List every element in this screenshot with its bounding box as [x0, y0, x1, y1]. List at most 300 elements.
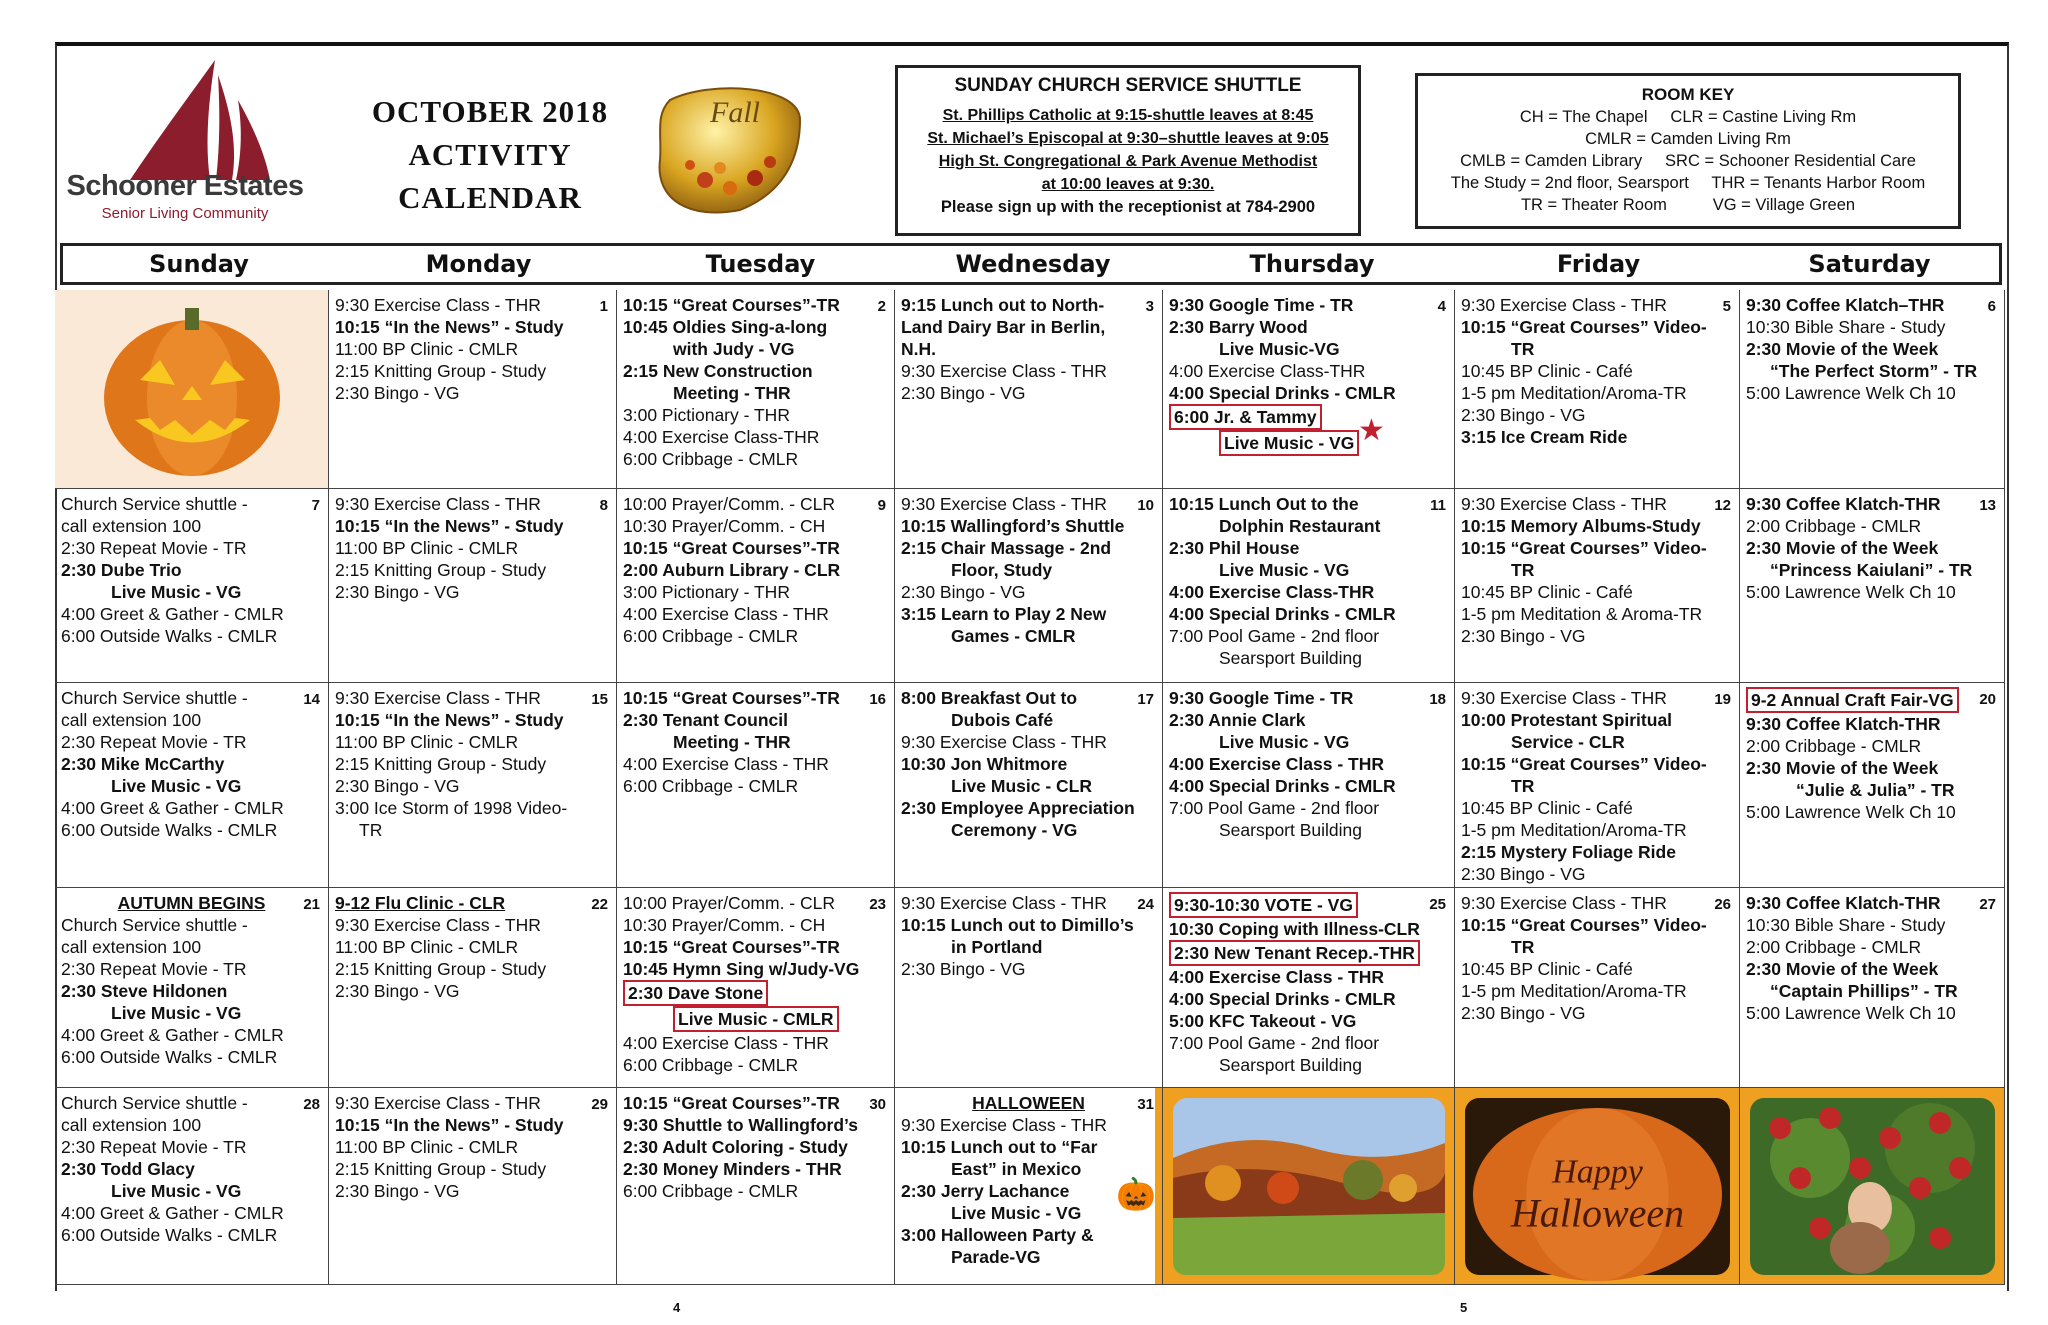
event-line: Ceremony - VG	[951, 820, 1078, 840]
room-key-line: The Study = 2nd floor, Searsport THR = Tenants Harbor Room	[1450, 174, 1926, 192]
event-line: 9:30 Exercise Class - THR	[1461, 688, 1667, 708]
event-line: 4:00 Greet & Gather - CMLR	[61, 1203, 284, 1223]
witch-pumpkin-icon: 🎃	[1116, 1176, 1156, 1212]
event-line: 7:00 Pool Game - 2nd floor	[1169, 626, 1380, 646]
day-number: 16	[869, 691, 886, 708]
event-line: 10:00 Prayer/Comm. - CLR	[623, 494, 836, 514]
event-line: 3:15 Learn to Play 2 New	[901, 604, 1107, 624]
event-line: 10:15 “Great Courses”-TR	[623, 688, 840, 708]
event-line: 10:15 “In the News” - Study	[335, 710, 564, 730]
day-number: 23	[869, 896, 886, 913]
event-line: Service - CLR	[1511, 732, 1625, 752]
logo-name: Schooner Estates	[66, 170, 304, 202]
event-line: in Portland	[951, 937, 1043, 957]
day-cell	[329, 683, 617, 888]
day-cell	[1455, 290, 1740, 489]
event-line: 11:00 BP Clinic - CMLR	[335, 732, 519, 752]
event-line: 2:30 Annie Clark	[1169, 710, 1306, 730]
event-line: 10:15 “Great Courses” Video-	[1461, 754, 1707, 774]
title-line-calendar: CALENDAR	[398, 180, 582, 215]
event-line: 9:30 Google Time - TR	[1169, 295, 1354, 315]
day-number: 11	[1430, 497, 1446, 514]
event-line: Live Music - VG	[951, 1203, 1082, 1223]
event-line: 10:30 Bible Share - Study	[1746, 915, 1946, 935]
event-line: TR	[359, 820, 383, 840]
event-line: Floor, Study	[951, 560, 1053, 580]
event-line	[623, 980, 888, 1006]
event-line: 10:15 “Great Courses” Video-	[1461, 538, 1707, 558]
day-cell	[1740, 489, 2005, 683]
weekday-friday: Friday	[1556, 250, 1641, 278]
highlighted-event: 2:30 New Tenant Recep.-THR	[1169, 940, 1420, 966]
event-line: Games - CMLR	[951, 626, 1076, 646]
event-line: 10:45 Hymn Sing w/Judy-VG	[623, 959, 860, 979]
event-line: 10:30 Prayer/Comm. - CH	[623, 915, 826, 935]
event-line: “Julie & Julia” - TR	[1796, 780, 1955, 800]
event-line: 11:00 BP Clinic - CMLR	[335, 339, 519, 359]
event-line: 4:00 Greet & Gather - CMLR	[61, 604, 284, 624]
event-line: 9:30 Google Time - TR	[1169, 688, 1354, 708]
event-line: 2:15 Knitting Group - Study	[335, 959, 547, 979]
event-line: 9-12 Flu Clinic - CLR	[335, 893, 506, 913]
event-line: 3:15 Ice Cream Ride	[1461, 427, 1628, 447]
event-line: 2:30 Bingo - VG	[901, 582, 1026, 602]
day-number: 24	[1137, 896, 1154, 913]
event-line: 2:15 Chair Massage - 2nd	[901, 538, 1112, 558]
event-line: 2:15 Knitting Group - Study	[335, 754, 547, 774]
day-cell	[895, 1088, 1163, 1285]
event-line: 2:00 Cribbage - CMLR	[1746, 937, 1922, 957]
fall-leaves-badge-icon	[650, 80, 810, 220]
room-key-line: TR = Theater Room VG = Village Green	[1520, 196, 1856, 214]
event-line: 9:30 Exercise Class - THR	[335, 494, 541, 514]
event-line: 9:30 Exercise Class - THR	[901, 494, 1107, 514]
event-line: 10:15 “In the News” - Study	[335, 1115, 564, 1135]
apple-picking-photo-icon	[1740, 1088, 2005, 1285]
day-number: 26	[1714, 896, 1731, 913]
event-line: 2:30 Barry Wood	[1169, 317, 1308, 337]
day-number: 28	[303, 1096, 320, 1113]
event-line: 2:30 Bingo - VG	[1461, 1003, 1586, 1023]
event-line: 1-5 pm Meditation/Aroma-TR	[1461, 383, 1687, 403]
day-number: 30	[869, 1096, 886, 1113]
event-line: 10:00 Prayer/Comm. - CLR	[623, 893, 836, 913]
event-line: 9:15 Lunch out to North-	[901, 295, 1105, 315]
event-line: 10:15 “Great Courses” Video-	[1461, 915, 1707, 935]
star-icon: ★	[1358, 414, 1385, 447]
event-line: 2:30 Repeat Movie - TR	[61, 538, 247, 558]
day-cell	[55, 1088, 329, 1285]
event-line: 2:30 Steve Hildonen	[61, 981, 228, 1001]
event-line: 5:00 Lawrence Welk Ch 10	[1746, 802, 1956, 822]
title-line-month: OCTOBER 2018	[371, 94, 609, 129]
highlighted-event: Live Music - VG	[1219, 430, 1359, 456]
day-cell	[1740, 683, 2005, 888]
day-number: 5	[1722, 298, 1731, 315]
event-line: 10:45 Oldies Sing-a-long	[623, 317, 828, 337]
weekday-tuesday: Tuesday	[705, 250, 816, 278]
day-number: 2	[877, 298, 886, 315]
event-line: 2:30 Money Minders - THR	[623, 1159, 842, 1179]
room-key-box	[1415, 73, 1961, 229]
event-line: 9:30 Exercise Class - THR	[901, 1115, 1107, 1135]
event-line: 9:30 Shuttle to Wallingford’s	[623, 1115, 858, 1135]
event-line: 2:00 Auburn Library - CLR	[623, 560, 841, 580]
day-number: 10	[1137, 497, 1154, 514]
day-number: 4	[1437, 298, 1446, 315]
event-line: Church Service shuttle -	[61, 688, 248, 708]
day-cell	[329, 489, 617, 683]
event-line: 9:30 Exercise Class - THR	[1461, 295, 1667, 315]
event-line: 2:30 Repeat Movie - TR	[61, 1137, 247, 1157]
event-line: 10:15 “Great Courses”-TR	[623, 1093, 840, 1113]
highlighted-event: 9-2 Annual Craft Fair-VG	[1746, 687, 1959, 713]
event-line: 4:00 Exercise Class-THR	[623, 427, 820, 447]
page-number-left: 4	[673, 1300, 681, 1315]
event-line: 4:00 Special Drinks - CMLR	[1169, 604, 1396, 624]
event-line: 2:30 Bingo - VG	[1461, 405, 1586, 425]
day-number: 29	[591, 1096, 608, 1113]
event-line: TR	[1511, 776, 1535, 796]
event-line: TR	[1511, 937, 1535, 957]
event-line: 9:30 Exercise Class - THR	[335, 295, 541, 315]
event-line: 3:00 Ice Storm of 1998 Video-	[335, 798, 568, 818]
calendar-grid	[55, 290, 2005, 1285]
event-line: call extension 100	[61, 710, 202, 730]
event-line: 6:00 Cribbage - CMLR	[623, 1181, 799, 1201]
event-line: Live Music-VG	[1219, 339, 1340, 359]
day-number: 31	[1137, 1096, 1154, 1113]
event-line: 10:15 “Great Courses” Video-	[1461, 317, 1707, 337]
day-cell	[895, 489, 1163, 683]
event-line: 6:00 Outside Walks - CMLR	[61, 820, 278, 840]
event-line: 4:00 Exercise Class-THR	[1169, 582, 1375, 602]
room-key-heading: ROOM KEY	[1641, 85, 1735, 104]
event-line: Church Service shuttle -	[61, 1093, 248, 1113]
weekday-saturday: Saturday	[1808, 250, 1931, 278]
halloween-text-line: Happy	[1552, 1153, 1643, 1191]
day-cell	[617, 489, 895, 683]
event-line: Dolphin Restaurant	[1219, 516, 1381, 536]
shuttle-heading: SUNDAY CHURCH SERVICE SHUTTLE	[954, 75, 1302, 96]
logo	[65, 55, 305, 225]
event-line: 11:00 BP Clinic - CMLR	[335, 538, 519, 558]
event-line: Church Service shuttle -	[61, 494, 248, 514]
event-line: 2:30 Dube Trio	[61, 560, 182, 580]
event-line: 9:30 Exercise Class - THR	[1461, 893, 1667, 913]
day-number: 12	[1714, 497, 1731, 514]
event-line: 9:30 Exercise Class - THR	[1461, 494, 1667, 514]
event-line	[1169, 940, 1448, 966]
event-line: call extension 100	[61, 1115, 202, 1135]
event-line: TR	[1511, 339, 1535, 359]
event-line: 2:30 Bingo - VG	[335, 981, 460, 1001]
event-line: 2:15 New Construction	[623, 361, 813, 381]
event-line: 2:30 Adult Coloring - Study	[623, 1137, 848, 1157]
event-line: Live Music - VG	[111, 582, 242, 602]
event-line: 2:30 Jerry Lachance	[901, 1181, 1070, 1201]
event-line: 10:15 “Great Courses”-TR	[623, 937, 840, 957]
shuttle-line: High St. Congregational & Park Avenue Methodist	[938, 153, 1318, 170]
event-line: 7:00 Pool Game - 2nd floor	[1169, 798, 1380, 818]
event-line: 4:00 Exercise Class - THR	[623, 604, 829, 624]
event-line: 10:30 Jon Whitmore	[901, 754, 1068, 774]
event-line: Live Music - VG	[111, 1003, 242, 1023]
day-number: 19	[1714, 691, 1731, 708]
weekday-wednesday: Wednesday	[955, 250, 1111, 278]
event-line: 2:00 Cribbage - CMLR	[1746, 516, 1922, 536]
halloween-text-line: Halloween	[1510, 1190, 1685, 1236]
event-line: 4:00 Exercise Class - THR	[623, 1033, 829, 1053]
day-number: 18	[1429, 691, 1446, 708]
day-number: 13	[1979, 497, 1996, 514]
event-line: 10:30 Prayer/Comm. - CH	[623, 516, 826, 536]
event-line: 5:00 Lawrence Welk Ch 10	[1746, 582, 1956, 602]
autumn-foliage-photo-icon	[1163, 1088, 1455, 1285]
event-line: 7:00 Pool Game - 2nd floor	[1169, 1033, 1380, 1053]
highlighted-event: 9:30-10:30 VOTE - VG	[1169, 892, 1358, 918]
day-cell	[1740, 1088, 2005, 1285]
day-cell	[1455, 683, 1740, 888]
sailboat-logo-icon	[120, 55, 290, 180]
event-line: 10:15 Lunch out to “Far	[901, 1137, 1098, 1157]
event-line: 2:30 Bingo - VG	[1461, 864, 1586, 884]
event-line: Live Music - VG	[1219, 732, 1350, 752]
event-line: 9:30 Exercise Class - THR	[335, 915, 541, 935]
event-line: 2:30 Todd Glacy	[61, 1159, 195, 1179]
day-cell	[329, 888, 617, 1088]
day-number: 27	[1979, 896, 1996, 913]
page-number-right: 5	[1460, 1300, 1468, 1315]
event-line: 10:15 “Great Courses”-TR	[623, 295, 840, 315]
event-line: 3:00 Halloween Party &	[901, 1225, 1094, 1245]
room-key-line: CMLR = Camden Living Rm	[1585, 130, 1791, 148]
title-line-activity: ACTIVITY	[408, 137, 572, 172]
church-shuttle-box	[895, 65, 1361, 236]
event-line: 2:15 Mystery Foliage Ride	[1461, 842, 1676, 862]
highlighted-event: 6:00 Jr. & Tammy	[1169, 404, 1322, 430]
event-line: Live Music - VG	[1219, 560, 1350, 580]
event-line: 6:00 Outside Walks - CMLR	[61, 626, 278, 646]
day-cell	[55, 683, 329, 888]
day-number: 21	[303, 896, 320, 913]
event-line: Searsport Building	[1219, 820, 1362, 840]
event-line: 11:00 BP Clinic - CMLR	[335, 937, 519, 957]
event-line: HALLOWEEN	[972, 1093, 1085, 1113]
event-line: 2:30 Bingo - VG	[335, 383, 460, 403]
happy-halloween-pumpkin-icon	[1455, 1088, 1740, 1285]
event-line: 4:00 Special Drinks - CMLR	[1169, 776, 1396, 796]
day-number: 17	[1137, 691, 1154, 708]
event-line: 10:15 “Great Courses”-TR	[623, 538, 840, 558]
day-cell	[329, 1088, 617, 1285]
shuttle-footer: Please sign up with the receptionist at 784-2900	[940, 198, 1316, 216]
event-line: with Judy - VG	[673, 339, 795, 359]
day-cell	[1740, 290, 2005, 489]
day-number: 6	[1987, 298, 1996, 315]
event-line: 4:00 Exercise Class-THR	[1169, 361, 1366, 381]
event-line: 4:00 Greet & Gather - CMLR	[61, 798, 284, 818]
event-line: 2:30 Movie of the Week	[1746, 959, 1939, 979]
event-line: Parade-VG	[951, 1247, 1041, 1267]
day-number: 20	[1979, 691, 1996, 708]
event-line: Live Music - VG	[111, 776, 242, 796]
day-cell	[617, 683, 895, 888]
day-cell	[1455, 888, 1740, 1088]
event-line: 10:30 Coping with Illness-CLR	[1169, 919, 1420, 939]
event-line: call extension 100	[61, 516, 202, 536]
room-key-line: CMLB = Camden Library SRC = Schooner Residential Care	[1460, 152, 1916, 170]
event-line: 2:30 Bingo - VG	[335, 582, 460, 602]
event-line: 10:45 BP Clinic - Café	[1461, 798, 1633, 818]
day-number: 3	[1145, 298, 1154, 315]
event-line: 9:30 Coffee Klatch-THR	[1746, 714, 1941, 734]
event-line: 10:15 Lunch Out to the	[1169, 494, 1359, 514]
event-line: 10:45 BP Clinic - Café	[1461, 959, 1633, 979]
jack-o-lantern-icon	[55, 290, 329, 489]
day-number: 14	[303, 691, 320, 708]
event-line: Live Music - VG	[111, 1181, 242, 1201]
event-line: 5:00 Lawrence Welk Ch 10	[1746, 383, 1956, 403]
event-line: 2:15 Knitting Group - Study	[335, 560, 547, 580]
shuttle-line: St. Phillips Catholic at 9:15-shuttle leaves at 8:45	[942, 107, 1314, 124]
event-line: 9:30 Coffee Klatch-THR	[1746, 494, 1941, 514]
room-key-line: CH = The Chapel CLR = Castine Living Rm	[1519, 108, 1857, 126]
event-line: 9:30 Exercise Class - THR	[901, 732, 1107, 752]
event-line: 1-5 pm Meditation/Aroma-TR	[1461, 820, 1687, 840]
event-line: 9:30 Exercise Class - THR	[901, 361, 1107, 381]
event-line: 10:00 Protestant Spiritual	[1461, 710, 1673, 730]
day-cell	[617, 1088, 895, 1285]
event-line: N.H.	[901, 339, 936, 359]
event-line: 6:00 Cribbage - CMLR	[623, 776, 799, 796]
weekday-thursday: Thursday	[1249, 250, 1375, 278]
day-number: 9	[877, 497, 886, 514]
highlighted-event: 2:30 Dave Stone	[623, 980, 768, 1006]
day-cell	[329, 290, 617, 489]
event-line: 11:00 BP Clinic - CMLR	[335, 1137, 519, 1157]
event-line: Meeting - THR	[673, 732, 791, 752]
event-line: 6:00 Outside Walks - CMLR	[61, 1225, 278, 1245]
day-number: 8	[599, 497, 608, 514]
day-number: 22	[591, 896, 608, 913]
event-line: 10:15 Memory Albums-Study	[1461, 516, 1701, 536]
event-line: 1-5 pm Meditation/Aroma-TR	[1461, 981, 1687, 1001]
event-line: 5:00 KFC Takeout - VG	[1169, 1011, 1357, 1031]
event-line	[623, 1006, 888, 1032]
event-line: 6:00 Cribbage - CMLR	[623, 626, 799, 646]
event-line: 2:30 Repeat Movie - TR	[61, 732, 247, 752]
event-line: 2:00 Cribbage - CMLR	[1746, 736, 1922, 756]
weekday-header-row	[60, 243, 2002, 285]
event-line: 10:15 “In the News” - Study	[335, 516, 564, 536]
day-cell	[895, 683, 1163, 888]
event-line: 4:00 Exercise Class - THR	[1169, 967, 1384, 987]
event-line: 2:30 Employee Appreciation	[901, 798, 1135, 818]
event-line: Dubois Café	[951, 710, 1054, 730]
shuttle-line: St. Michael’s Episcopal at 9:30–shuttle leaves at 9:05	[927, 130, 1329, 147]
day-cell	[1163, 290, 1455, 489]
event-line: TR	[1511, 560, 1535, 580]
event-line: 9:30 Coffee Klatch–THR	[1746, 295, 1945, 315]
event-line: 2:30 Movie of the Week	[1746, 339, 1939, 359]
event-line: 10:45 BP Clinic - Café	[1461, 582, 1633, 602]
event-line: 5:00 Lawrence Welk Ch 10	[1746, 1003, 1956, 1023]
event-line: “The Perfect Storm” - TR	[1770, 361, 1978, 381]
logo-tagline: Senior Living Community	[101, 205, 269, 222]
day-cell	[1455, 489, 1740, 683]
event-line: 2:15 Knitting Group - Study	[335, 361, 547, 381]
event-line	[1746, 687, 1998, 713]
event-line: 10:15 Wallingford’s Shuttle	[901, 516, 1125, 536]
event-line: 1-5 pm Meditation & Aroma-TR	[1461, 604, 1703, 624]
event-line	[1169, 430, 1448, 456]
event-line	[1169, 404, 1448, 430]
event-line: 4:00 Greet & Gather - CMLR	[61, 1025, 284, 1045]
event-line: 10:15 Lunch out to Dimillo’s	[901, 915, 1134, 935]
event-line: 6:00 Cribbage - CMLR	[623, 449, 799, 469]
weekday-monday: Monday	[425, 250, 532, 278]
event-line: Searsport Building	[1219, 1055, 1362, 1075]
weekday-sunday: Sunday	[149, 250, 249, 278]
event-line: Meeting - THR	[673, 383, 791, 403]
day-cell	[617, 290, 895, 489]
day-cell	[895, 290, 1163, 489]
day-cell	[1455, 1088, 1740, 1285]
event-line: 2:30 Mike McCarthy	[61, 754, 225, 774]
day-cell	[1163, 489, 1455, 683]
event-line: 3:00 Pictionary - THR	[623, 582, 790, 602]
day-cell	[1163, 683, 1455, 888]
event-line: 2:30 Phil House	[1169, 538, 1300, 558]
day-number: 1	[599, 298, 608, 315]
event-line: Searsport Building	[1219, 648, 1362, 668]
event-line: 4:00 Special Drinks - CMLR	[1169, 383, 1396, 403]
event-line: Church Service shuttle -	[61, 915, 248, 935]
event-line: 10:15 “In the News” - Study	[335, 317, 564, 337]
day-number: 15	[591, 691, 608, 708]
event-line: East” in Mexico	[951, 1159, 1082, 1179]
event-line: 4:00 Special Drinks - CMLR	[1169, 989, 1396, 1009]
day-cell	[55, 888, 329, 1088]
event-line: 4:00 Exercise Class - THR	[1169, 754, 1384, 774]
event-line: 2:15 Knitting Group - Study	[335, 1159, 547, 1179]
event-line: 9:30 Exercise Class - THR	[901, 893, 1107, 913]
event-line: 9:30 Coffee Klatch-THR	[1746, 893, 1941, 913]
event-line: 8:00 Breakfast Out to	[901, 688, 1078, 708]
event-line: 10:45 BP Clinic - Café	[1461, 361, 1633, 381]
day-cell	[617, 888, 895, 1088]
event-line: 2:30 Bingo - VG	[335, 1181, 460, 1201]
event-line: 9:30 Exercise Class - THR	[335, 688, 541, 708]
day-cell	[895, 888, 1163, 1088]
event-line	[1169, 892, 1448, 918]
day-cell	[1740, 888, 2005, 1088]
event-line: call extension 100	[61, 937, 202, 957]
event-line: 2:30 Bingo - VG	[335, 776, 460, 796]
event-line: 2:30 Movie of the Week	[1746, 758, 1939, 778]
event-line: “Princess Kaiulani” - TR	[1770, 560, 1973, 580]
event-line: 6:00 Cribbage - CMLR	[623, 1055, 799, 1075]
event-line: AUTUMN BEGINS	[117, 893, 266, 913]
shuttle-line: at 10:00 leaves at 9:30.	[1041, 176, 1215, 193]
day-number: 7	[311, 497, 320, 514]
event-line: 2:30 Movie of the Week	[1746, 538, 1939, 558]
highlighted-event: Live Music - CMLR	[673, 1006, 839, 1032]
fall-badge-text: Fall	[710, 96, 760, 129]
event-line: 10:30 Bible Share - Study	[1746, 317, 1946, 337]
day-cell	[1163, 888, 1455, 1088]
